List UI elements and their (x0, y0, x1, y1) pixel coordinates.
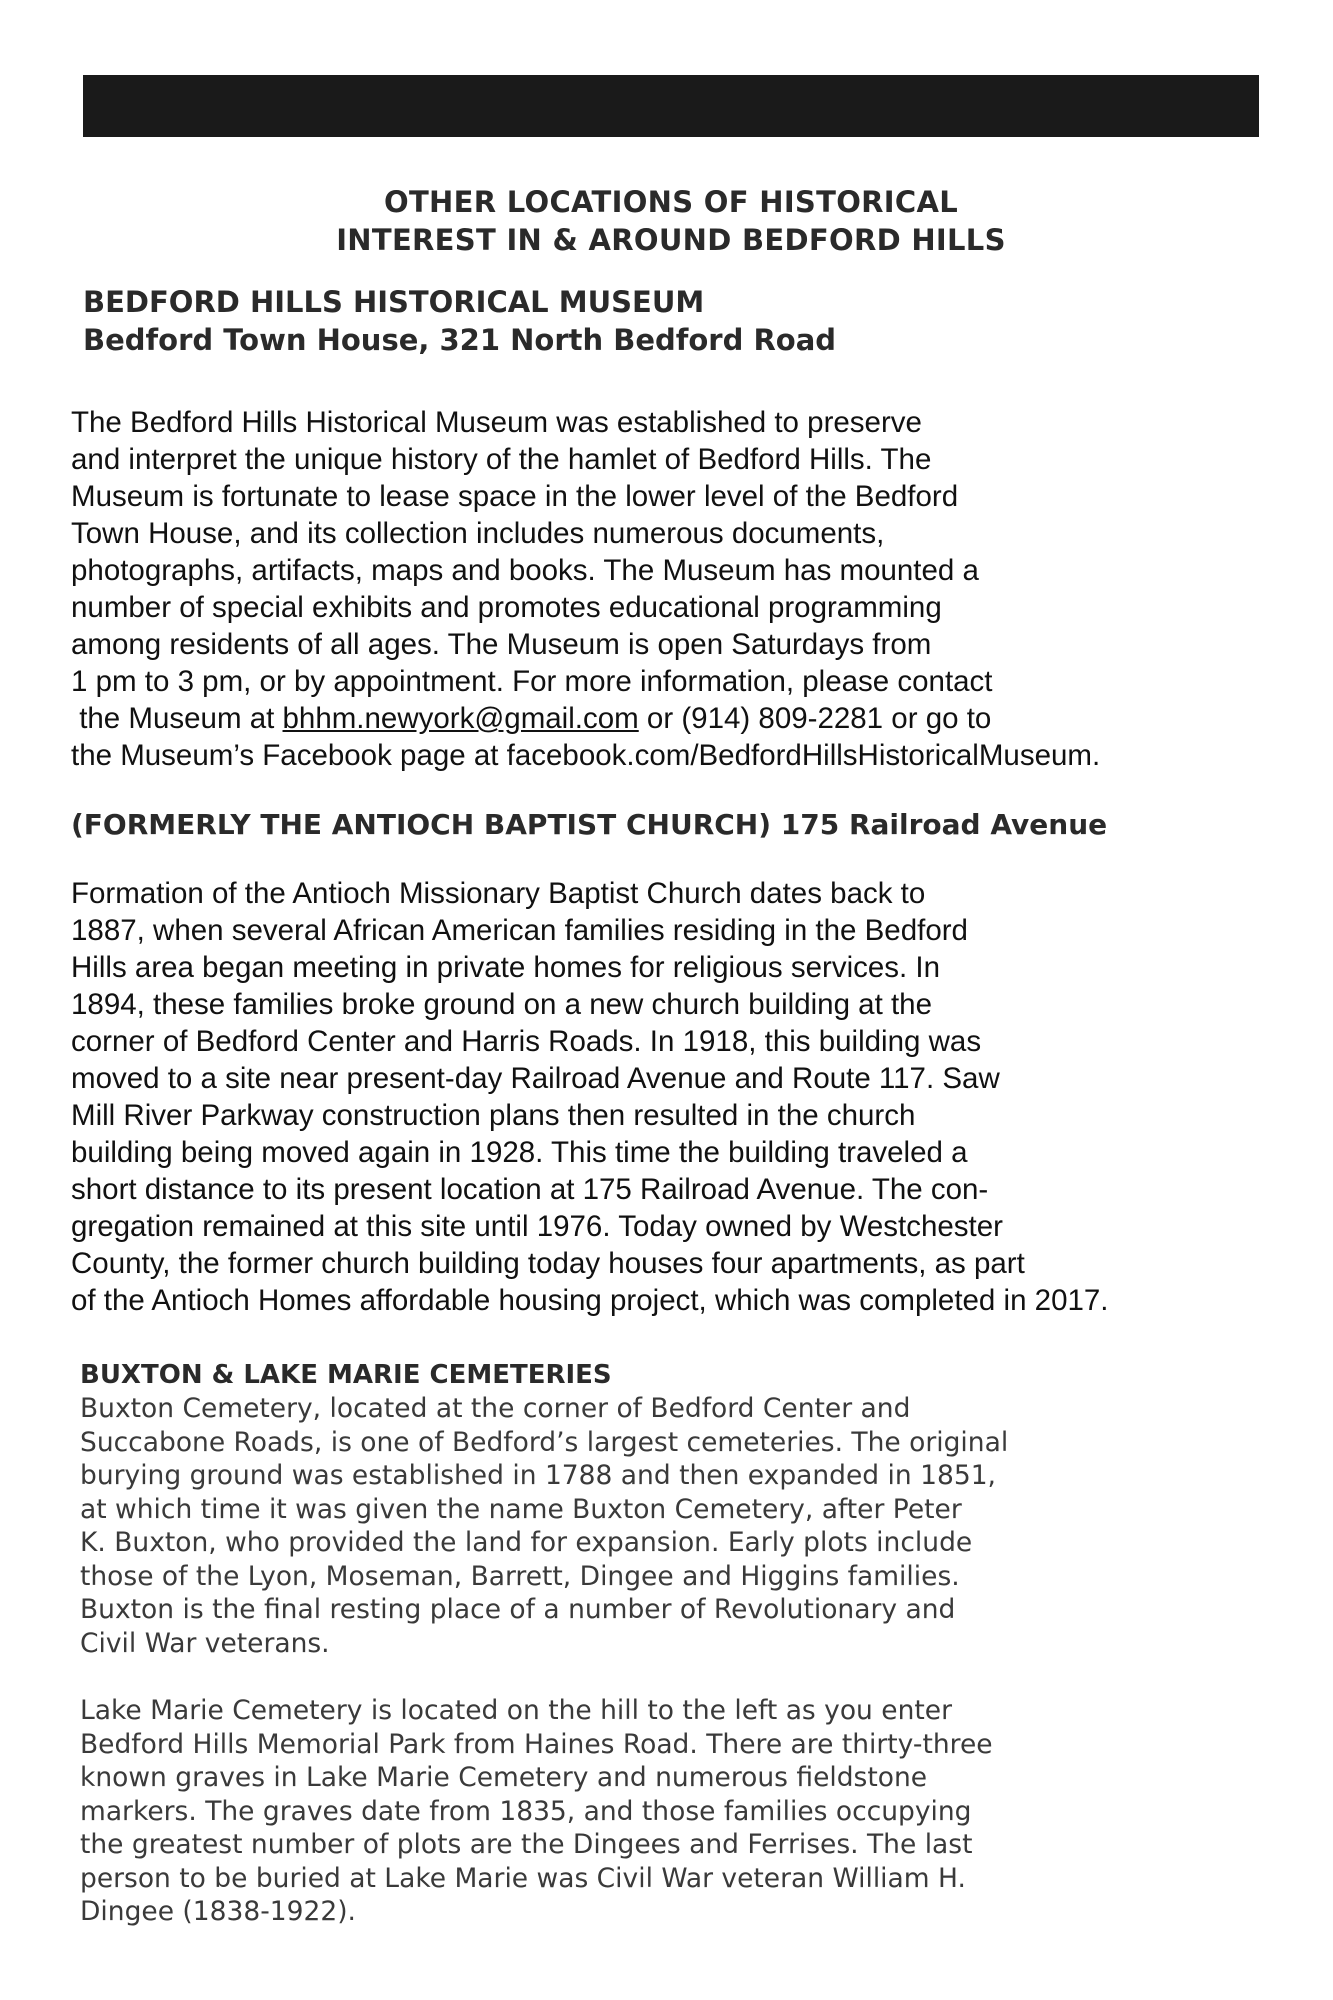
museum-address: Bedford Town House, 321 North Bedford Road (83, 323, 837, 357)
contact-suffix: or (914) 809-2281 or go to (638, 702, 992, 735)
text-line: among residents of all ages. The Museum is open Saturdays from (71, 628, 932, 661)
text-line: at which time it was given the name Buxton Cemetery, after Peter (80, 1493, 962, 1525)
buxton-cemetery-description (80, 1392, 1008, 1660)
text-line: Hills area began meeting in private homes for religious services. In (71, 951, 941, 984)
contact-prefix: the Museum at (71, 702, 283, 735)
text-line: person to be buried at Lake Marie was Civil War veteran William H. (80, 1862, 966, 1894)
text-line: Formation of the Antioch Missionary Baptist Church dates back to (71, 877, 926, 910)
text-line: building being moved again in 1928. This time the building traveled a (71, 1136, 968, 1169)
text-line: number of special exhibits and promotes educational programming (71, 591, 942, 624)
text-line: Buxton Cemetery, located at the corner of Bedford Center and (80, 1393, 911, 1424)
text-line: Bedford Hills Memorial Park from Haines Road. There are thirty-three (80, 1728, 993, 1760)
museum-description (71, 404, 1100, 774)
museum-heading (83, 283, 836, 359)
text-line: corner of Bedford Center and Harris Roads. In 1918, this building was (71, 1025, 982, 1058)
page-title-line-2: INTEREST IN & AROUND BEDFORD HILLS (336, 223, 1006, 257)
text-line: Town House, and its collection includes numerous documents, (71, 517, 885, 550)
text-line: K. Buxton, who provided the land for expansion. Early plots include (80, 1527, 973, 1558)
text-line: Dingee (1838-1922). (80, 1896, 356, 1927)
lake-marie-cemetery-description (80, 1694, 993, 1929)
text-line: photographs, artifacts, maps and books. The Museum has mounted a (71, 554, 979, 587)
text-line: Museum is fortunate to lease space in the lower level of the Bedford (71, 480, 959, 513)
text-line: burying ground was established in 1788 and then expanded in 1851, (80, 1460, 996, 1491)
text-line: Lake Marie Cemetery is located on the hill to the left as you enter (80, 1695, 952, 1726)
museum-title: BEDFORD HILLS HISTORICAL MUSEUM (83, 285, 705, 319)
text-line: County, the former church building today houses four apartments, as part (71, 1247, 1025, 1280)
cemeteries-heading: BUXTON & LAKE MARIE CEMETERIES (80, 1360, 612, 1390)
text-line: 1887, when several African American families residing in the Bedford (71, 914, 968, 947)
text-line: Succabone Roads, is one of Bedford’s largest cemeteries. The original (80, 1426, 1009, 1458)
page-title-line-1: OTHER LOCATIONS OF HISTORICAL (384, 185, 958, 219)
text-line: gregation remained at this site until 1976. Today owned by Westchester (71, 1210, 1003, 1243)
text-line: known graves in Lake Marie Cemetery and numerous fieldstone (80, 1762, 928, 1793)
church-heading: (FORMERLY THE ANTIOCH BAPTIST CHURCH) 175 Railroad Avenue (71, 808, 1108, 841)
text-line: those of the Lyon, Moseman, Barrett, Dingee and Higgins families. (80, 1560, 960, 1592)
text-line: Civil War veterans. (80, 1627, 330, 1659)
museum-email-link[interactable]: bhhm.newyork@gmail.com (282, 702, 639, 735)
text-line: The Bedford Hills Historical Museum was established to preserve (71, 406, 922, 439)
header-black-bar (83, 75, 1259, 137)
text-line: Mill River Parkway construction plans then resulted in the church (71, 1099, 916, 1132)
text-line: Buxton is the final resting place of a number of Revolutionary and (80, 1594, 956, 1625)
text-line: short distance to its present location at 175 Railroad Avenue. The con- (71, 1173, 989, 1206)
text-line: 1 pm to 3 pm, or by appointment. For more information, please contact (71, 665, 993, 698)
page-title (83, 183, 1259, 259)
text-line: markers. The graves date from 1835, and those families occupying (80, 1795, 972, 1827)
museum-contact-line (71, 700, 1100, 737)
text-line: 1894, these families broke ground on a new church building at the (71, 988, 932, 1021)
church-description (71, 875, 1109, 1319)
text-line: of the Antioch Homes affordable housing project, which was completed in 2017. (71, 1284, 1109, 1317)
text-line: and interpret the unique history of the hamlet of Bedford Hills. The (71, 443, 932, 476)
museum-facebook-line: the Museum’s Facebook page at facebook.com/BedfordHillsHistoricalMuseum. (71, 739, 1101, 772)
text-line: the greatest number of plots are the Dingees and Ferrises. The last (80, 1829, 973, 1860)
text-line: moved to a site near present-day Railroad Avenue and Route 117. Saw (71, 1062, 1000, 1095)
